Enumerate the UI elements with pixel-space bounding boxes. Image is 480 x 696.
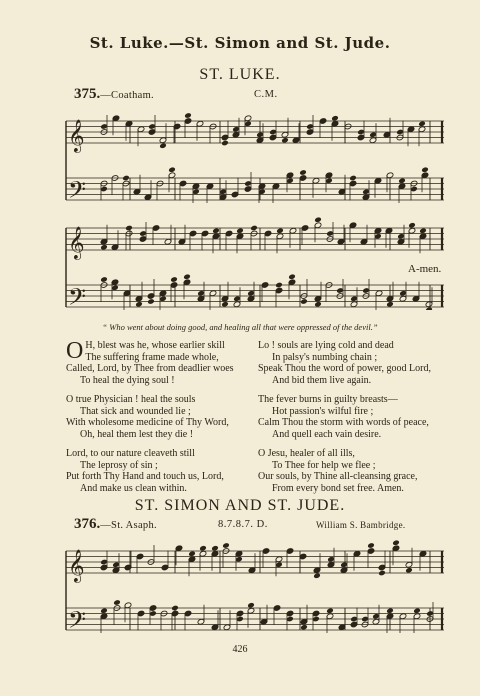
bass-clef: 𝄢 [68, 283, 87, 310]
note-head [405, 567, 413, 574]
verse-line: O Jesu, healer of all ills, [258, 448, 355, 459]
note-head [408, 222, 416, 229]
note-head [413, 607, 421, 614]
hymn-375-tune: —Coatham. [100, 90, 154, 101]
note-head [299, 169, 307, 176]
verse-line: Called, Lord, by Thee from deadlier woes [66, 363, 234, 375]
verse-line: The suffering frame made whole, [85, 351, 219, 363]
amen-label: A-men. [408, 263, 442, 275]
treble-clef: 𝄞 [68, 119, 85, 152]
verse-1-dropcap: O [66, 338, 84, 364]
note-head [326, 607, 334, 614]
verse-line: H, blest was he, whose earlier skill [85, 340, 225, 351]
verse-line: Calm Thou the storm with words of peace, [258, 417, 429, 429]
staff [66, 273, 444, 310]
note-head [313, 572, 321, 579]
note-head [221, 301, 229, 308]
bass-clef: 𝄢 [68, 176, 87, 203]
verse-line: Lo ! souls are lying cold and dead [258, 340, 394, 351]
verse-2 [66, 394, 234, 442]
verse-line: Oh, heal them lest they die ! [80, 428, 194, 440]
hymn-375-score-system-1 [60, 108, 455, 203]
verse-line: The fever burns in guilty breasts— [258, 394, 398, 405]
note-head [168, 166, 176, 173]
verse-line: Speak Thou the word of power, good Lord, [258, 363, 431, 375]
note-head [222, 542, 230, 549]
note-head [147, 298, 155, 305]
treble-clef: 𝄞 [68, 226, 85, 259]
verse-line: In palsy's numbing chain ; [272, 351, 378, 363]
note-head [300, 298, 308, 305]
note-head [247, 602, 255, 609]
verse-1 [66, 340, 234, 388]
verse-line: And make us clean within. [80, 482, 187, 494]
note-head [300, 624, 308, 631]
note-head [199, 545, 207, 552]
note-head [221, 140, 229, 147]
staff [66, 166, 444, 203]
staff [66, 112, 444, 153]
verse-line: With wholesome medicine of Thy Word, [66, 417, 229, 429]
section-heading: St. Luke.—St. Simon and St. Jude. [89, 34, 391, 52]
verse-line: To heal the dying soul ! [80, 374, 175, 386]
hymn-376-number: 376. [74, 516, 101, 532]
note-head [314, 216, 322, 223]
note-head [421, 166, 429, 173]
verse-line: Our souls, by Thine all-cleansing grace, [258, 471, 418, 483]
hymn-375-heading [74, 85, 154, 103]
note-head [188, 550, 196, 557]
note-head [349, 175, 357, 182]
hymn-376-title: ST. SIMON AND ST. JUDE. [134, 497, 346, 514]
hymn-375-number: 375. [74, 86, 101, 102]
note-head [418, 120, 426, 127]
note-head [398, 177, 406, 184]
staff [66, 216, 444, 260]
note-head [276, 227, 284, 234]
verse-4 [258, 340, 431, 388]
note-head [100, 607, 108, 614]
verse-line: From every bond set free. Amen. [272, 482, 404, 494]
verse-3 [66, 448, 234, 494]
note-head [392, 539, 400, 546]
note-head [184, 112, 192, 119]
note-head [378, 570, 386, 577]
verse-5 [258, 394, 431, 442]
verse-line: Put forth Thy Hand and touch us, Lord, [66, 471, 224, 483]
page-number: 426 [232, 644, 248, 655]
note-head [419, 227, 427, 234]
hymn-375-score-system-2 [60, 215, 455, 310]
hymn-375-meter: C.M. [254, 89, 278, 100]
note-head [236, 227, 244, 234]
note-head [122, 175, 130, 182]
note-head [183, 273, 191, 280]
verse-line: The leprosy of sin ; [80, 459, 158, 471]
verse-line: Lord, to our nature cleaveth still [66, 448, 195, 459]
note-head [288, 273, 296, 280]
note-head [135, 301, 143, 308]
staff [66, 599, 444, 633]
hymn-376-heading [74, 515, 157, 533]
treble-clef: 𝄞 [68, 549, 85, 582]
note-head [275, 282, 283, 289]
hymn-375-title: ST. LUKE. [199, 66, 281, 83]
note-head [367, 542, 375, 549]
staff [66, 539, 444, 583]
note-head [281, 137, 289, 144]
verse-line: To Thee for help we flee ; [272, 459, 376, 471]
note-head [100, 276, 108, 283]
verse-line: O true Physician ! heal the souls [66, 394, 196, 405]
note-head [386, 301, 394, 308]
note-head [125, 225, 133, 232]
note-head [170, 276, 178, 283]
note-head [250, 225, 258, 232]
verse-6 [258, 448, 431, 494]
bass-clef: 𝄢 [68, 606, 87, 633]
note-head [211, 545, 219, 552]
verse-line: Hot passion's wilful fire ; [272, 405, 374, 417]
note-head [386, 607, 394, 614]
verse-line: That sick and wounded lie ; [80, 405, 191, 417]
scripture-quote: “ Who went about doing good, and healing all that were oppressed of the devil.” [102, 322, 378, 332]
note-head [113, 599, 121, 606]
hymn-376-composer: William S. Bambridge. [316, 520, 406, 530]
hymn-376-score-system [60, 538, 455, 633]
note-head [331, 115, 339, 122]
note-head [314, 301, 322, 308]
hymn-376-meter: 8.7.8.7. D. [218, 519, 268, 530]
verses-right-column [258, 340, 431, 494]
verses-left-column [66, 340, 234, 494]
note-head [159, 142, 167, 149]
verse-line: And quell each vain desire. [272, 428, 382, 440]
hymn-376-tune: —St. Asaph. [100, 520, 157, 531]
verse-line: And bid them live again. [272, 374, 372, 386]
note-head [212, 227, 220, 234]
note-head [171, 605, 179, 612]
note-head [100, 244, 108, 251]
